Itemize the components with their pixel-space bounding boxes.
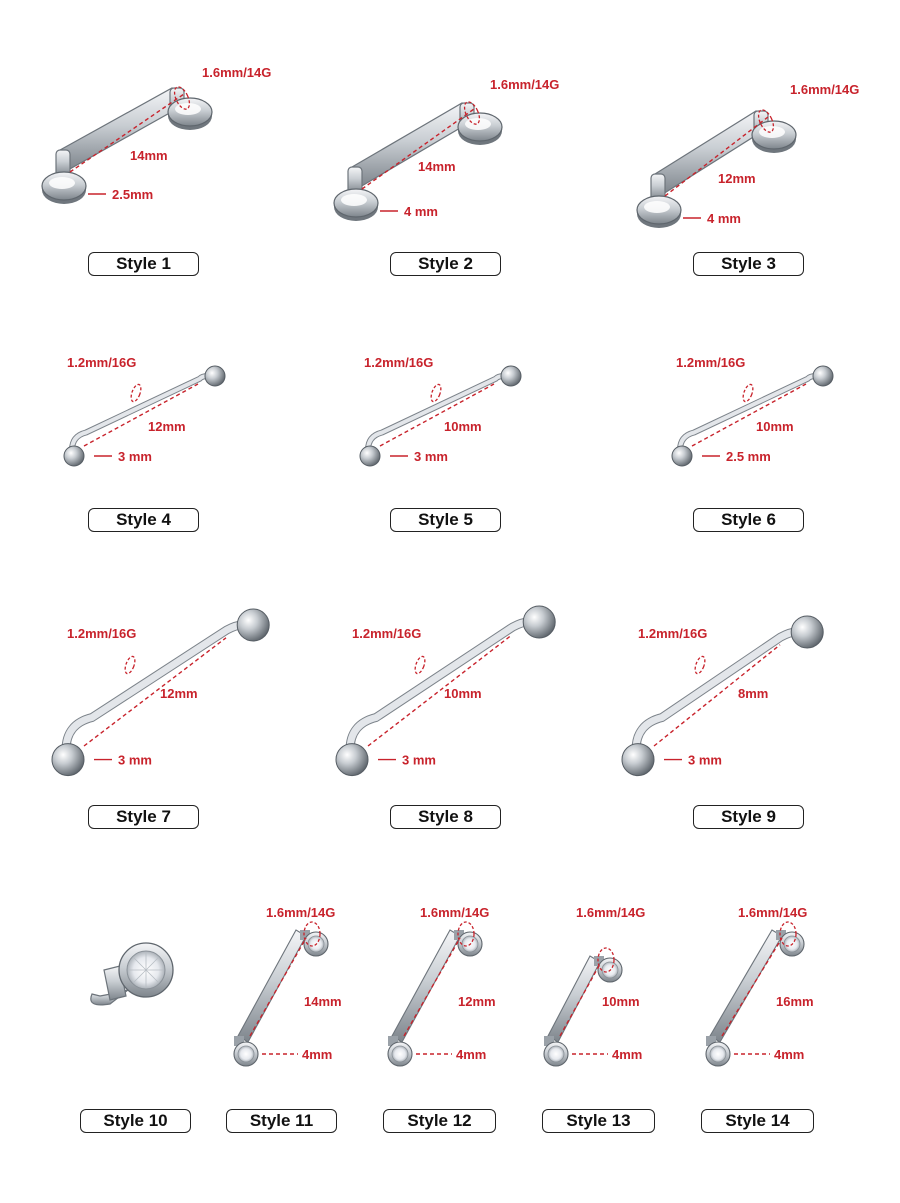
clear-gem	[392, 1046, 408, 1062]
dimension-line	[84, 384, 198, 446]
gauge-dimension: 1.6mm/14G	[420, 905, 490, 920]
product-style-11	[234, 905, 342, 1066]
top-dimension: 4 mm	[404, 204, 438, 219]
ball-end	[672, 446, 692, 466]
ball-end	[622, 744, 654, 776]
ball-end	[52, 744, 84, 776]
product-style-13	[544, 905, 645, 1066]
product-style-9	[622, 616, 823, 776]
product-style-6	[672, 355, 833, 466]
product-style-3	[637, 82, 859, 228]
gauge-dimension: 1.2mm/16G	[364, 355, 434, 370]
style-label-7: Style 7	[88, 805, 199, 829]
product-style-4	[64, 355, 225, 466]
gauge-dimension: 1.6mm/14G	[576, 905, 646, 920]
product-style-14	[706, 905, 814, 1066]
length-dimension: 16mm	[776, 994, 814, 1009]
style-label-6: Style 6	[693, 508, 804, 532]
length-dimension: 12mm	[718, 171, 756, 186]
disc-highlight	[341, 194, 367, 206]
style-label-8: Style 8	[390, 805, 501, 829]
top-dimension: 4mm	[456, 1047, 487, 1062]
disc-highlight	[49, 177, 75, 189]
gauge-dimension: 1.2mm/16G	[67, 626, 137, 641]
top-dimension: 3 mm	[402, 752, 436, 768]
length-dimension: 12mm	[458, 994, 496, 1009]
length-dimension: 10mm	[602, 994, 640, 1009]
gauge-marker	[429, 383, 443, 403]
length-dimension: 12mm	[148, 419, 186, 434]
staple-bar	[548, 956, 600, 1042]
dimension-line	[250, 938, 306, 1036]
ball-end	[501, 366, 521, 386]
top-dimension: 3 mm	[118, 752, 152, 768]
barbell-shaft-outline	[368, 376, 504, 450]
gauge-dimension: 1.2mm/16G	[676, 355, 746, 370]
style-label-5: Style 5	[390, 508, 501, 532]
style-label-4: Style 4	[88, 508, 199, 532]
product-style-10	[91, 943, 173, 1005]
gauge-marker	[741, 383, 755, 403]
product-style-5	[360, 355, 521, 466]
gauge-marker	[413, 655, 427, 675]
staple-bar	[392, 930, 460, 1042]
top-dimension: 4mm	[774, 1047, 805, 1062]
dimension-line	[380, 384, 494, 446]
gauge-dimension: 1.6mm/14G	[490, 77, 560, 92]
ball-end	[237, 609, 269, 641]
dimension-line	[84, 638, 226, 746]
product-style-8	[336, 606, 555, 776]
gauge-dimension: 1.6mm/14G	[738, 905, 808, 920]
gauge-marker	[123, 655, 137, 675]
style-label-10: Style 10	[80, 1109, 191, 1133]
style-label-14: Style 14	[701, 1109, 814, 1133]
disc-highlight	[465, 118, 491, 130]
dimension-line	[692, 384, 806, 446]
ball-end	[813, 366, 833, 386]
staple-bar	[352, 103, 472, 187]
style-label-11: Style 11	[226, 1109, 337, 1133]
gauge-dimension: 1.6mm/14G	[202, 65, 272, 80]
ball-end	[64, 446, 84, 466]
barbell-shaft-outline	[72, 376, 208, 450]
clear-gem	[710, 1046, 726, 1062]
length-dimension: 14mm	[304, 994, 342, 1009]
ball-end	[336, 744, 368, 776]
barbell-shaft-outline	[66, 625, 242, 750]
gauge-dimension: 1.2mm/16G	[352, 626, 422, 641]
length-dimension: 10mm	[756, 419, 794, 434]
dimension-line	[368, 635, 512, 746]
style-label-13: Style 13	[542, 1109, 655, 1133]
clear-gem	[238, 1046, 254, 1062]
staple-bar	[710, 930, 782, 1042]
product-style-12	[388, 905, 496, 1066]
disc-highlight	[644, 201, 670, 213]
top-dimension: 4 mm	[707, 211, 741, 226]
gauge-marker	[129, 383, 143, 403]
top-dimension: 4mm	[302, 1047, 333, 1062]
ball-end	[205, 366, 225, 386]
product-style-1	[42, 65, 271, 204]
ball-end	[360, 446, 380, 466]
length-dimension: 10mm	[444, 686, 482, 701]
style-label-3: Style 3	[693, 252, 804, 276]
barbell-shaft-outline	[680, 376, 816, 450]
gauge-dimension: 1.6mm/14G	[266, 905, 336, 920]
top-dimension: 3 mm	[688, 752, 722, 768]
barbell-shaft	[66, 625, 242, 750]
style-label-1: Style 1	[88, 252, 199, 276]
length-dimension: 12mm	[160, 686, 198, 701]
style-label-9: Style 9	[693, 805, 804, 829]
dimension-line	[404, 938, 460, 1036]
top-dimension: 3 mm	[118, 449, 152, 464]
length-dimension: 14mm	[130, 148, 168, 163]
product-style-2	[334, 77, 559, 221]
style-label-2: Style 2	[390, 252, 501, 276]
gauge-dimension: 1.2mm/16G	[638, 626, 708, 641]
length-dimension: 10mm	[444, 419, 482, 434]
length-dimension: 8mm	[738, 686, 769, 701]
ball-end	[791, 616, 823, 648]
barbell-shaft-outline	[350, 622, 528, 750]
dimension-line	[722, 938, 782, 1036]
gauge-marker	[693, 655, 707, 675]
ball-end	[523, 606, 555, 638]
top-dimension: 2.5 mm	[726, 449, 771, 464]
barbell-shaft	[636, 632, 796, 750]
barbell-shaft	[350, 622, 528, 750]
length-dimension: 14mm	[418, 159, 456, 174]
top-dimension: 3 mm	[414, 449, 448, 464]
barbell-shaft-outline	[636, 632, 796, 750]
top-dimension: 2.5mm	[112, 187, 154, 202]
disc-highlight	[759, 126, 785, 138]
product-style-7	[52, 609, 269, 776]
disc-highlight	[175, 103, 201, 115]
clear-gem	[548, 1046, 564, 1062]
top-dimension: 4mm	[612, 1047, 643, 1062]
gauge-dimension: 1.2mm/16G	[67, 355, 137, 370]
staple-bar	[238, 930, 306, 1042]
gauge-dimension: 1.6mm/14G	[790, 82, 860, 97]
style-label-12: Style 12	[383, 1109, 496, 1133]
